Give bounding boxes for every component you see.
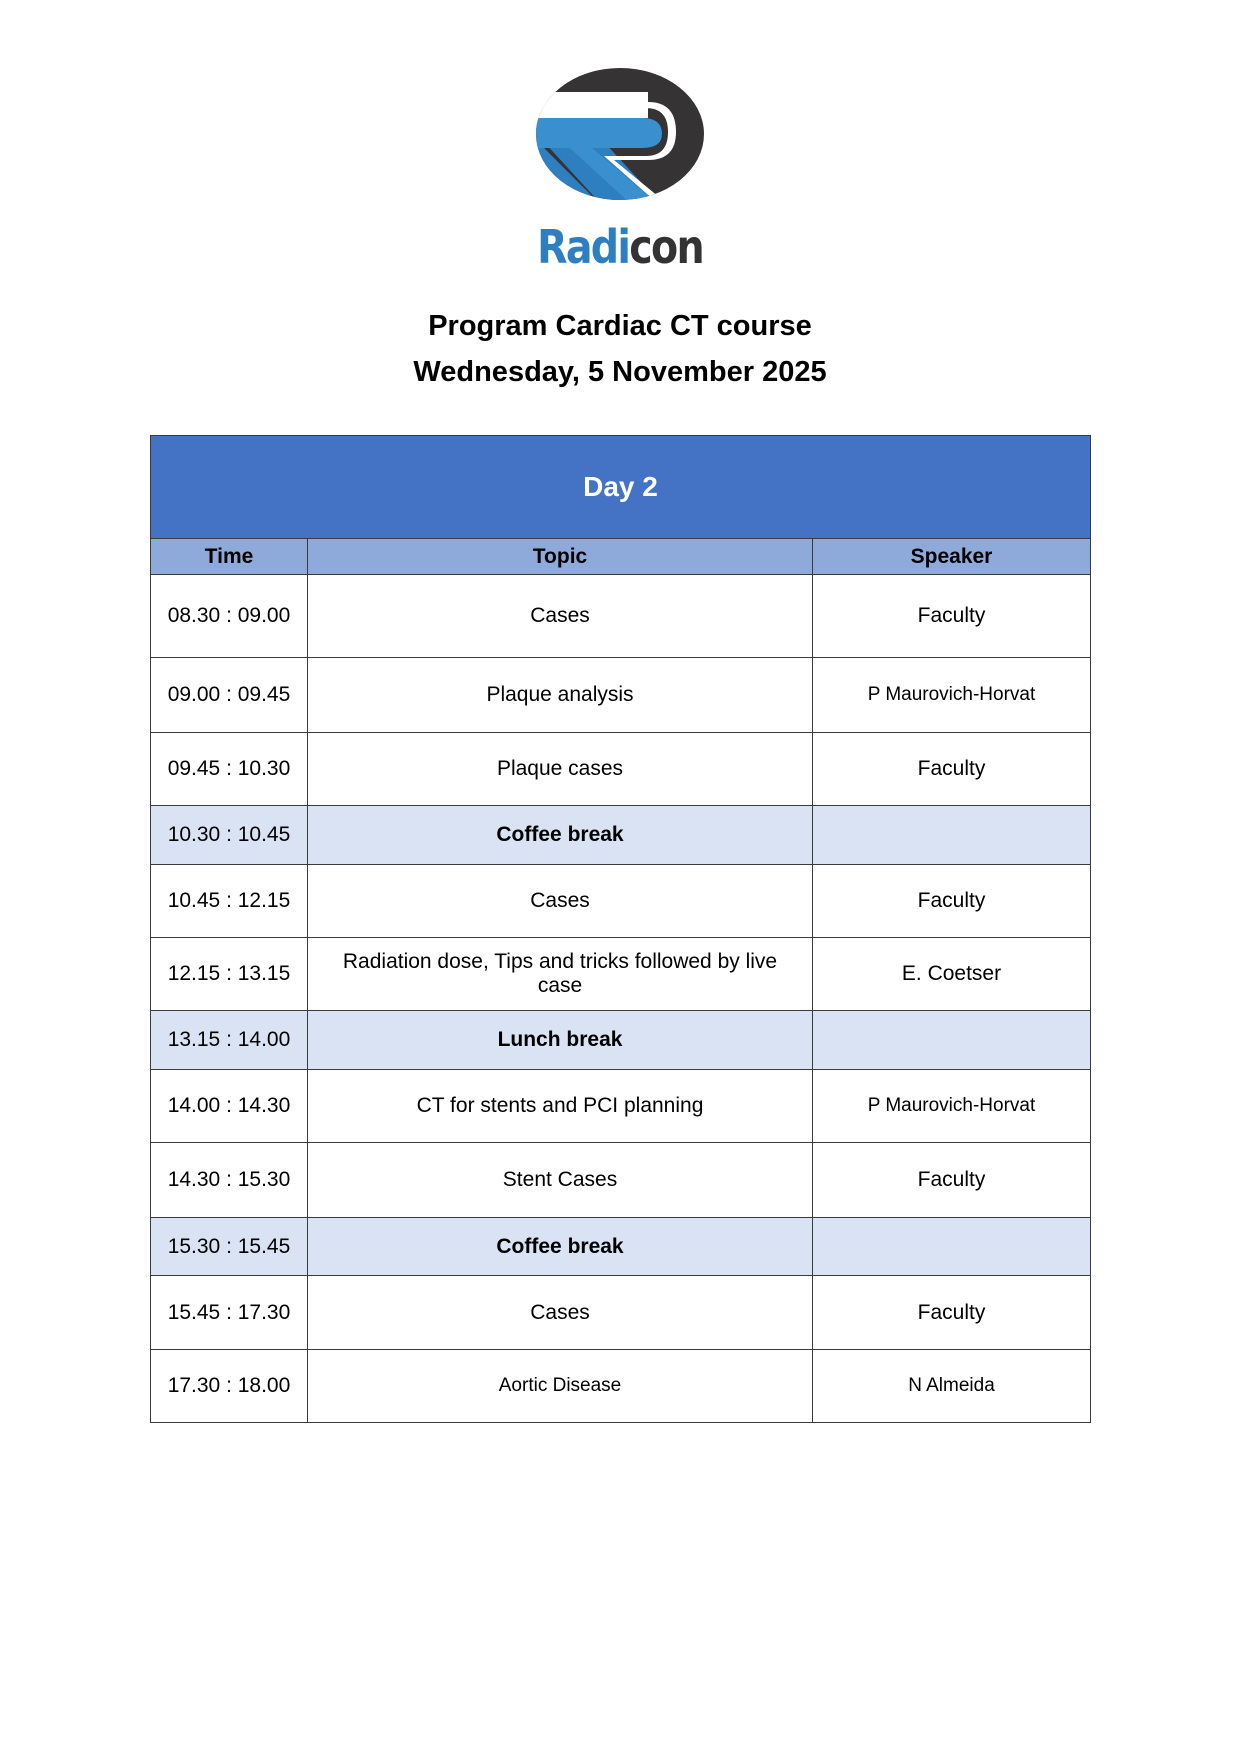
row-speaker: Faculty bbox=[813, 733, 1091, 806]
wordmark-radi: Radi bbox=[537, 220, 630, 274]
radicon-wordmark bbox=[536, 222, 705, 272]
row-topic: Cases bbox=[308, 575, 813, 658]
program-table bbox=[150, 435, 1091, 1423]
page-date: Wednesday, 5 November 2025 bbox=[413, 356, 827, 388]
column-header-row bbox=[151, 539, 1091, 575]
page-title: Program Cardiac CT course bbox=[428, 310, 812, 342]
row-topic: Stent Cases bbox=[308, 1143, 813, 1218]
row-time: 13.15 : 14.00 bbox=[151, 1011, 308, 1070]
row-topic: Coffee break bbox=[308, 806, 813, 865]
row-topic: Aortic Disease bbox=[308, 1350, 813, 1423]
row-speaker: P Maurovich-Horvat bbox=[813, 1070, 1091, 1143]
row-time: 10.45 : 12.15 bbox=[151, 865, 308, 938]
table-row bbox=[151, 658, 1091, 733]
table-row bbox=[151, 1070, 1091, 1143]
row-speaker: Faculty bbox=[813, 865, 1091, 938]
row-speaker bbox=[813, 1011, 1091, 1070]
column-header-speaker: Speaker bbox=[813, 539, 1091, 575]
table-row bbox=[151, 865, 1091, 938]
table-row bbox=[151, 575, 1091, 658]
row-speaker bbox=[813, 806, 1091, 865]
row-time: 10.30 : 10.45 bbox=[151, 806, 308, 865]
radicon-r-emblem-icon bbox=[522, 56, 718, 216]
row-topic: Plaque analysis bbox=[308, 658, 813, 733]
page-header bbox=[0, 303, 1240, 395]
table-row bbox=[151, 1276, 1091, 1350]
row-time: 14.00 : 14.30 bbox=[151, 1070, 308, 1143]
row-topic: Cases bbox=[308, 1276, 813, 1350]
row-time: 12.15 : 13.15 bbox=[151, 938, 308, 1011]
column-header-topic: Topic bbox=[308, 539, 813, 575]
row-speaker: P Maurovich-Horvat bbox=[813, 658, 1091, 733]
column-header-time: Time bbox=[151, 539, 308, 575]
row-speaker: Faculty bbox=[813, 1276, 1091, 1350]
row-topic: Radiation dose, Tips and tricks followed by live case bbox=[308, 938, 813, 1011]
table-row bbox=[151, 1350, 1091, 1423]
row-speaker: Faculty bbox=[813, 575, 1091, 658]
row-time: 17.30 : 18.00 bbox=[151, 1350, 308, 1423]
row-topic: Coffee break bbox=[308, 1218, 813, 1276]
row-time: 09.00 : 09.45 bbox=[151, 658, 308, 733]
row-time: 15.30 : 15.45 bbox=[151, 1218, 308, 1276]
break-row bbox=[151, 1218, 1091, 1276]
break-row bbox=[151, 806, 1091, 865]
row-time: 14.30 : 15.30 bbox=[151, 1143, 308, 1218]
day-header-row bbox=[151, 436, 1091, 539]
row-topic: Lunch break bbox=[308, 1011, 813, 1070]
row-topic: Plaque cases bbox=[308, 733, 813, 806]
row-time: 15.45 : 17.30 bbox=[151, 1276, 308, 1350]
row-topic: CT for stents and PCI planning bbox=[308, 1070, 813, 1143]
row-speaker: Faculty bbox=[813, 1143, 1091, 1218]
row-topic: Cases bbox=[308, 865, 813, 938]
wordmark-con: con bbox=[629, 220, 703, 274]
row-speaker: N Almeida bbox=[813, 1350, 1091, 1423]
row-time: 08.30 : 09.00 bbox=[151, 575, 308, 658]
break-row bbox=[151, 1011, 1091, 1070]
day-label: Day 2 bbox=[151, 436, 1091, 539]
table-row bbox=[151, 1143, 1091, 1218]
row-speaker bbox=[813, 1218, 1091, 1276]
row-speaker: E. Coetser bbox=[813, 938, 1091, 1011]
row-time: 09.45 : 10.30 bbox=[151, 733, 308, 806]
table-row bbox=[151, 733, 1091, 806]
table-row bbox=[151, 938, 1091, 1011]
